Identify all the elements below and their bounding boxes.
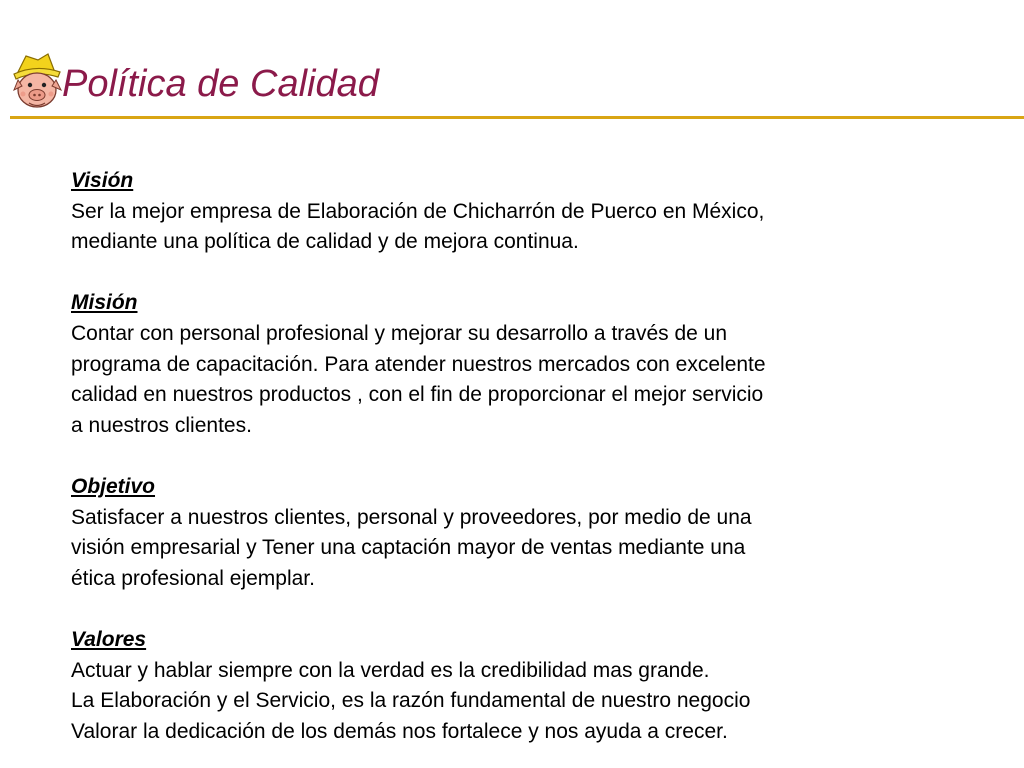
text-line: ética profesional ejemplar. xyxy=(71,566,315,590)
text-line: Satisfacer a nuestros clientes, personal y proveedores, por medio de una xyxy=(71,505,752,529)
text-line: Valorar la dedicación de los demás nos fortalece y nos ayuda a crecer. xyxy=(71,719,728,743)
section-heading: Objetivo xyxy=(71,474,156,498)
section-values xyxy=(71,625,971,747)
text-line: La Elaboración y el Servicio, es la razón fundamental de nuestro negocio xyxy=(71,689,751,713)
content-body xyxy=(71,166,971,747)
text-line: calidad en nuestros productos , con el fin de proporcionar el mejor servicio xyxy=(71,383,764,407)
section-mission xyxy=(71,288,971,441)
section-heading: Visión xyxy=(71,169,134,192)
page-title: Política de Calidad xyxy=(62,63,379,105)
text-line: Contar con personal profesional y mejorar su desarrollo a través de un xyxy=(71,321,728,345)
text-line: visión empresarial y Tener una captación mayor de ventas mediante una xyxy=(71,536,746,560)
section-heading: Misión xyxy=(71,291,138,315)
text-line: a nuestros clientes. xyxy=(71,413,252,437)
text-line: Ser la mejor empresa de Elaboración de Chicharrón de Puerco en México, xyxy=(71,199,765,223)
section-objective xyxy=(71,472,971,594)
text-line: mediante una política de calidad y de mejora continua. xyxy=(71,230,579,254)
text-line: Actuar y hablar siempre con la verdad es la credibilidad mas grande. xyxy=(71,658,710,682)
section-vision xyxy=(71,166,971,258)
text-line: programa de capacitación. Para atender nuestros mercados con excelente xyxy=(71,352,766,376)
title-divider xyxy=(10,116,1024,119)
pig-mascot-icon xyxy=(8,50,66,114)
section-heading: Valores xyxy=(71,627,147,651)
